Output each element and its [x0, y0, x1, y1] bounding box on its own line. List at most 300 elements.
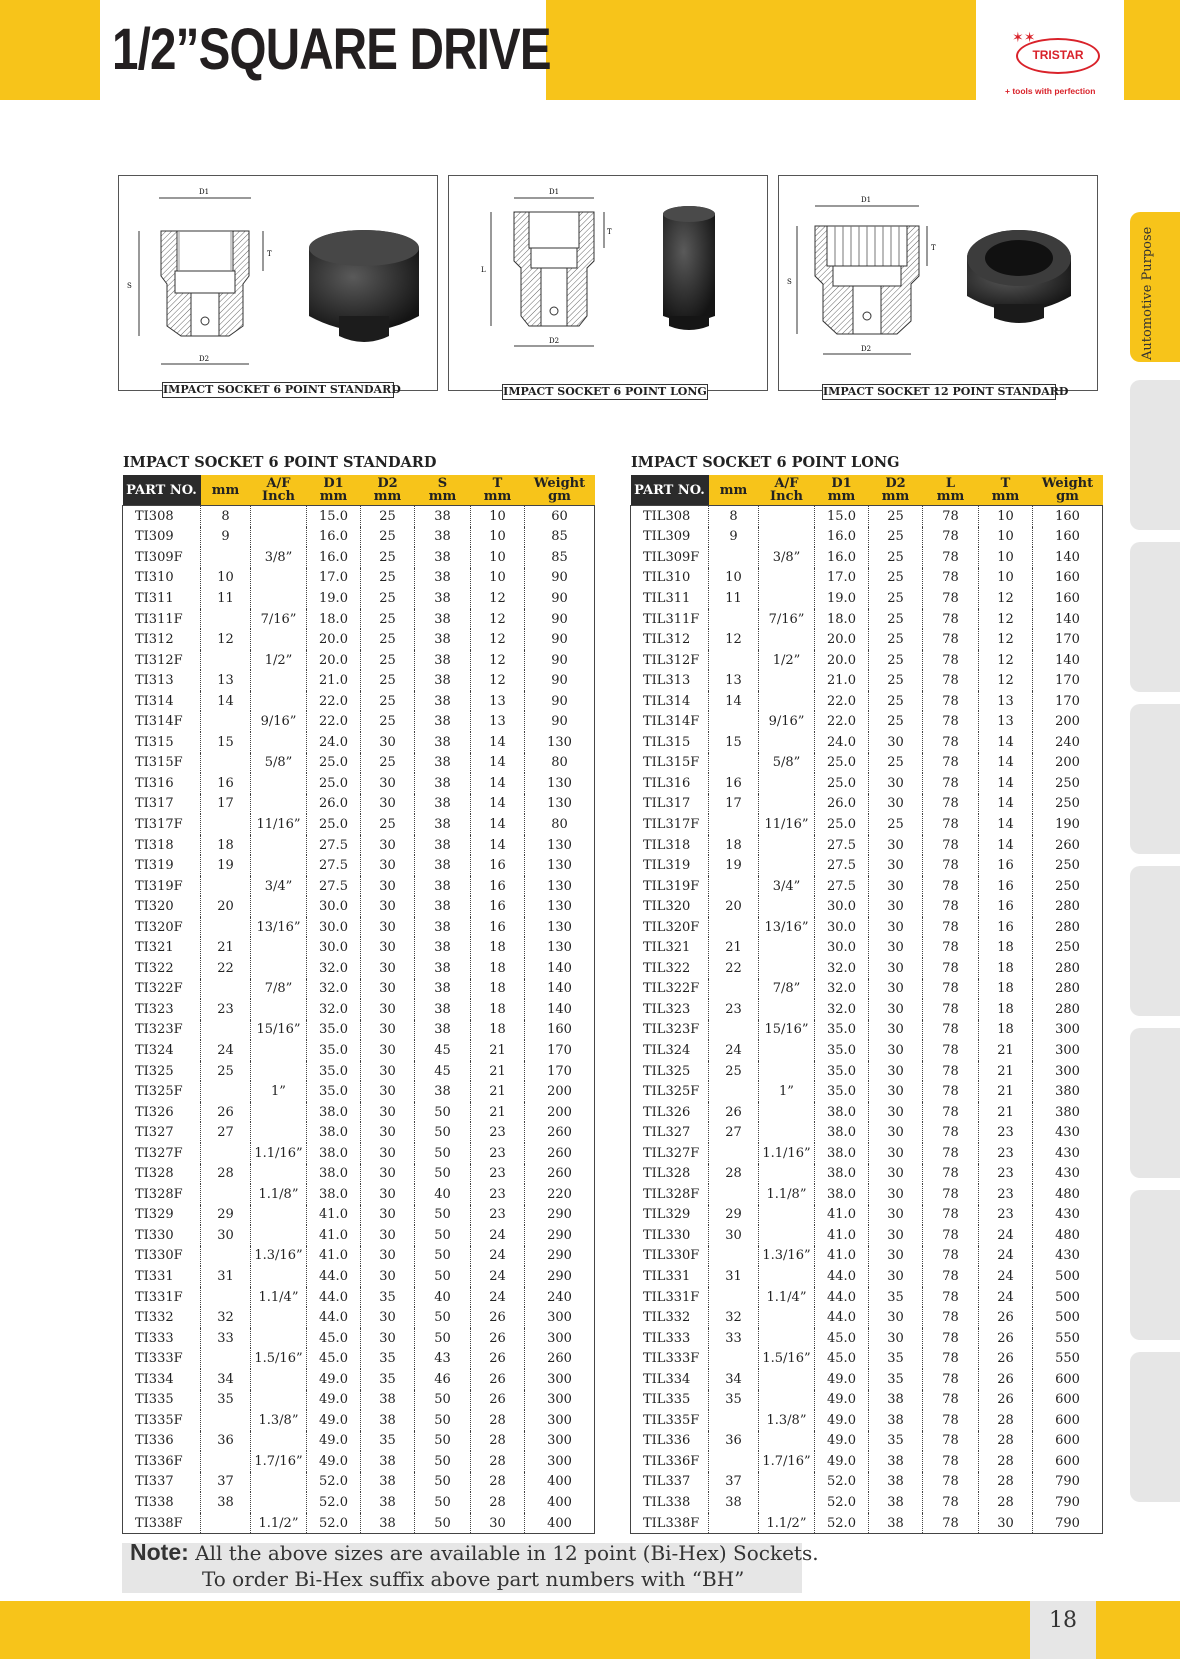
table-cell: 30 [869, 896, 923, 917]
table-cell: 300 [525, 1307, 595, 1328]
table-cell: 23 [471, 1143, 525, 1164]
table-cell: TIL334 [643, 1371, 691, 1387]
column-header: T mm [471, 475, 525, 506]
table-cell: 26.0 [815, 794, 869, 815]
table-cell [759, 732, 815, 753]
side-tab[interactable] [1130, 542, 1180, 692]
table-title-long: IMPACT SOCKET 6 POINT LONG [631, 454, 900, 471]
table-cell: 13/16” [759, 917, 815, 938]
table-cell: 78 [923, 999, 979, 1020]
table-cell: 10 [201, 568, 251, 589]
side-tab[interactable] [1130, 866, 1180, 1016]
table-cell: 78 [923, 876, 979, 897]
table-cell: 50 [415, 1431, 471, 1452]
table-row [631, 794, 1103, 815]
table-cell: 1” [251, 1081, 307, 1102]
table-cell [251, 691, 307, 712]
table-cell: TI330F [135, 1248, 183, 1264]
table-cell: 44.0 [815, 1266, 869, 1287]
table-cell: 260 [525, 1122, 595, 1143]
table-row [631, 1287, 1103, 1308]
table-cell: 30 [869, 876, 923, 897]
table-cell: 16 [979, 855, 1033, 876]
table-cell: 500 [1033, 1307, 1103, 1328]
table-cell: 78 [923, 1451, 979, 1472]
dim-label: T [607, 228, 612, 236]
socket-diagram-12pt [779, 176, 1097, 390]
table-cell: 30 [471, 1513, 525, 1534]
table-cell: 46 [415, 1369, 471, 1390]
table-cell: 250 [1033, 773, 1103, 794]
table-cell: 78 [923, 629, 979, 650]
table-cell: 260 [525, 1164, 595, 1185]
side-tab[interactable] [1130, 1028, 1180, 1178]
table-cell: 44.0 [815, 1307, 869, 1328]
table-cell: 18.0 [815, 609, 869, 630]
table-cell: 14 [471, 814, 525, 835]
table-cell: 25 [869, 609, 923, 630]
table-cell [709, 1081, 759, 1102]
page-title: 1/2”SQUARE DRIVE [112, 17, 551, 82]
table-cell: 1.7/16” [251, 1451, 307, 1472]
table-cell [251, 773, 307, 794]
table-row [631, 1390, 1103, 1411]
table-cell [709, 876, 759, 897]
table-cell [251, 958, 307, 979]
table-cell: TI325 [135, 1063, 174, 1079]
table-cell [251, 1369, 307, 1390]
table-cell: TIL322 [643, 960, 691, 976]
table-cell: TI328F [135, 1186, 183, 1202]
table-cell: 38 [415, 979, 471, 1000]
table-cell: 78 [923, 958, 979, 979]
table-cell [201, 979, 251, 1000]
table-cell: 23 [709, 999, 759, 1020]
table-cell: 29 [201, 1205, 251, 1226]
logo-stars-icon: ✶✶ [1012, 30, 1036, 46]
table-cell: 38 [415, 794, 471, 815]
table-cell: 7/16” [759, 609, 815, 630]
table-cell: 35.0 [815, 1040, 869, 1061]
table-cell: 30 [869, 1040, 923, 1061]
table-cell: 25 [361, 691, 415, 712]
table-cell: 16 [471, 896, 525, 917]
table-row [123, 814, 595, 835]
table-cell: 21.0 [815, 670, 869, 691]
table-row [631, 958, 1103, 979]
table-cell: 600 [1033, 1431, 1103, 1452]
table-cell: 78 [923, 1369, 979, 1390]
table-row [631, 568, 1103, 589]
table-cell: 45.0 [307, 1328, 361, 1349]
table-cell: TI334 [135, 1371, 174, 1387]
table-cell: 11/16” [759, 814, 815, 835]
table-cell: 78 [923, 588, 979, 609]
table-cell: 34 [709, 1369, 759, 1390]
table-cell: 11/16” [251, 814, 307, 835]
table-title-standard: IMPACT SOCKET 6 POINT STANDARD [123, 454, 437, 471]
table-cell: 26 [979, 1348, 1033, 1369]
table-cell: 200 [1033, 753, 1103, 774]
table-cell: 25 [869, 527, 923, 548]
table-cell: 45 [415, 1040, 471, 1061]
table-cell: 30 [361, 999, 415, 1020]
table-cell: 3/8” [251, 547, 307, 568]
table-cell [201, 1410, 251, 1431]
table-cell: 17 [201, 794, 251, 815]
dim-label: D1 [549, 188, 560, 196]
table-row [631, 814, 1103, 835]
table-cell: 790 [1033, 1472, 1103, 1493]
table-cell [759, 1164, 815, 1185]
table-cell: 32.0 [307, 999, 361, 1020]
table-cell: 300 [525, 1328, 595, 1349]
table-cell [251, 1102, 307, 1123]
table-cell: 30 [361, 1266, 415, 1287]
table-cell: TIL330 [643, 1227, 691, 1243]
dim-label: L [481, 266, 486, 274]
table-cell: TIL317 [643, 796, 691, 812]
table-cell: 10 [979, 547, 1033, 568]
table-cell: 50 [415, 1492, 471, 1513]
dim-label: S [127, 282, 132, 290]
table-cell: 38 [415, 670, 471, 691]
table-cell: 170 [1033, 670, 1103, 691]
table-cell: 18 [979, 937, 1033, 958]
table-cell: 8 [201, 506, 251, 527]
table-row [123, 1451, 595, 1472]
table-cell: 30 [361, 1307, 415, 1328]
table-cell: 300 [525, 1390, 595, 1411]
table-cell: TI322 [135, 960, 174, 976]
table-cell: 90 [525, 711, 595, 732]
table-cell: 25 [361, 711, 415, 732]
table-cell: 50 [415, 1225, 471, 1246]
table-cell: 26 [471, 1390, 525, 1411]
table-cell: 26 [471, 1307, 525, 1328]
table-cell: 45.0 [815, 1328, 869, 1349]
table-row [123, 1472, 595, 1493]
table-cell: 38 [415, 876, 471, 897]
table-cell: 300 [525, 1431, 595, 1452]
table-cell [759, 958, 815, 979]
table-cell: 250 [1033, 937, 1103, 958]
table-cell: 140 [525, 979, 595, 1000]
table-cell: 18 [471, 1020, 525, 1041]
table-cell: 21 [471, 1061, 525, 1082]
table-cell: 49.0 [815, 1369, 869, 1390]
table-cell: 140 [1033, 650, 1103, 671]
table-cell: 38 [415, 650, 471, 671]
table-cell: 32 [709, 1307, 759, 1328]
table-cell [709, 753, 759, 774]
table-cell: 200 [525, 1081, 595, 1102]
table-row [123, 835, 595, 856]
table-cell: 22.0 [307, 691, 361, 712]
table-cell: 10 [979, 568, 1033, 589]
table-cell: 19.0 [307, 588, 361, 609]
table-cell: 78 [923, 527, 979, 548]
table-cell: 38 [361, 1513, 415, 1534]
table-cell: 30 [361, 835, 415, 856]
table-cell: 30 [361, 979, 415, 1000]
table-row [123, 691, 595, 712]
table-cell: TIL325 [643, 1063, 691, 1079]
table-cell: 78 [923, 1410, 979, 1431]
table-row [123, 753, 595, 774]
table-cell: 17.0 [815, 568, 869, 589]
side-tab[interactable] [1130, 1190, 1180, 1340]
table-cell: 50 [415, 1513, 471, 1534]
table-row [123, 1287, 595, 1308]
table-row [631, 506, 1103, 527]
table-cell: 30 [869, 794, 923, 815]
table-cell: 38 [415, 609, 471, 630]
table-cell: 1.5/16” [759, 1348, 815, 1369]
table-cell: 30 [869, 917, 923, 938]
table-cell: 38 [415, 937, 471, 958]
table-row [631, 711, 1103, 732]
table-cell: 30 [869, 773, 923, 794]
table-row [123, 527, 595, 548]
table-cell: 12 [979, 670, 1033, 691]
table-cell [759, 1431, 815, 1452]
table-cell: 38 [415, 814, 471, 835]
table-cell: 78 [923, 1225, 979, 1246]
table-cell: 25 [361, 527, 415, 548]
table-cell: 13 [979, 691, 1033, 712]
table-cell: 30 [869, 1307, 923, 1328]
table-cell: 28 [471, 1431, 525, 1452]
table-cell: 36 [709, 1431, 759, 1452]
column-header: D2 mm [361, 475, 415, 506]
table-cell: 9 [201, 527, 251, 548]
table-cell: 41.0 [815, 1205, 869, 1226]
table-cell: 35.0 [307, 1061, 361, 1082]
table-cell [709, 1287, 759, 1308]
table-cell: 1.3/16” [251, 1246, 307, 1267]
table-cell: 49.0 [307, 1369, 361, 1390]
table-cell: TIL311F [643, 611, 700, 627]
logo-tagline: + tools with perfection [1005, 86, 1096, 96]
figure-12pt-standard [778, 175, 1098, 391]
table-cell [759, 1225, 815, 1246]
table-cell: 38 [415, 732, 471, 753]
table-cell: TIL315 [643, 734, 691, 750]
table-cell: 130 [525, 794, 595, 815]
table-cell: 38 [415, 506, 471, 527]
table-row [123, 1410, 595, 1431]
table-cell: 32.0 [815, 958, 869, 979]
table-cell: 24.0 [307, 732, 361, 753]
table-cell: TIL336 [643, 1433, 691, 1449]
side-tab[interactable] [1130, 380, 1180, 530]
table-cell: 30 [869, 1020, 923, 1041]
table-cell: 25 [869, 670, 923, 691]
table-cell: 140 [525, 999, 595, 1020]
table-cell: TIL324 [643, 1042, 691, 1058]
table-cell: 38.0 [307, 1102, 361, 1123]
table-cell: 80 [525, 753, 595, 774]
table-cell: 90 [525, 568, 595, 589]
table-cell: 37 [201, 1472, 251, 1493]
table-row [631, 609, 1103, 630]
table-cell: 23 [979, 1205, 1033, 1226]
table-cell: TI333 [135, 1330, 174, 1346]
table-cell [251, 1328, 307, 1349]
figure-6pt-long [448, 175, 768, 391]
table-cell: 30 [361, 1020, 415, 1041]
table-cell: 28 [471, 1451, 525, 1472]
table-cell: 35.0 [815, 1081, 869, 1102]
table-cell: 500 [1033, 1266, 1103, 1287]
table-cell: 78 [923, 1348, 979, 1369]
table-cell: 50 [415, 1307, 471, 1328]
table-cell: 50 [415, 1451, 471, 1472]
table-cell: 24 [201, 1040, 251, 1061]
footer-band [0, 1601, 1180, 1659]
table-cell: 38 [869, 1451, 923, 1472]
table-cell: 3/8” [759, 547, 815, 568]
table-cell: 7/8” [759, 979, 815, 1000]
table-cell: TI331 [135, 1269, 174, 1284]
column-header: A/F Inch [251, 475, 307, 506]
table-row [631, 1328, 1103, 1349]
table-cell: 21 [709, 937, 759, 958]
table-cell: 35 [361, 1431, 415, 1452]
note-text-1: All the above sizes are available in 12 point (Bi-Hex) Sockets. [195, 1541, 819, 1565]
table-cell: 25 [869, 650, 923, 671]
table-cell: 78 [923, 650, 979, 671]
table-cell: 18 [979, 979, 1033, 1000]
dim-label: D1 [861, 196, 872, 204]
table-cell: TI336 [135, 1433, 174, 1449]
table-cell: 38 [869, 1410, 923, 1431]
table-cell: 26.0 [307, 794, 361, 815]
table-cell [759, 1061, 815, 1082]
table-row [631, 691, 1103, 712]
table-cell: TIL336F [643, 1453, 700, 1469]
table-cell: TIL308 [643, 508, 691, 524]
table-cell: 35 [361, 1348, 415, 1369]
table-cell: TI316 [135, 775, 174, 791]
table-cell: 30 [709, 1225, 759, 1246]
table-cell: 31 [709, 1266, 759, 1287]
table-cell: 21 [979, 1061, 1033, 1082]
table-cell: 78 [923, 979, 979, 1000]
column-header: A/F Inch [759, 475, 815, 506]
table-cell: TI322F [135, 981, 183, 997]
table-cell: 27 [201, 1122, 251, 1143]
table-cell [759, 1390, 815, 1411]
table-cell [251, 1472, 307, 1493]
table-cell [201, 1287, 251, 1308]
table-cell: 1.3/8” [251, 1410, 307, 1431]
table-cell: 38 [415, 835, 471, 856]
table-cell [201, 711, 251, 732]
table-cell: 30 [869, 1081, 923, 1102]
table-cell: 9 [709, 527, 759, 548]
table-cell: 23 [979, 1122, 1033, 1143]
column-header: D1 mm [307, 475, 361, 506]
side-tab[interactable] [1130, 704, 1180, 854]
table-cell: 25.0 [307, 814, 361, 835]
table-cell: 30.0 [307, 917, 361, 938]
table-cell: 430 [1033, 1164, 1103, 1185]
table-cell: 78 [923, 1307, 979, 1328]
table-cell: 38 [415, 629, 471, 650]
table-cell: 25 [361, 629, 415, 650]
table-cell [201, 876, 251, 897]
table-row [123, 732, 595, 753]
table-cell [201, 1348, 251, 1369]
side-tab[interactable] [1130, 1352, 1180, 1502]
table-cell [759, 773, 815, 794]
table-cell: 78 [923, 917, 979, 938]
table-cell: 10 [709, 568, 759, 589]
table-cell: 78 [923, 711, 979, 732]
table-cell: 38.0 [307, 1164, 361, 1185]
table-cell: 25 [869, 691, 923, 712]
table-cell [251, 1266, 307, 1287]
table-cell: TIL335 [643, 1392, 691, 1408]
table-cell [251, 1307, 307, 1328]
table-cell: 32.0 [815, 999, 869, 1020]
table-row [123, 1143, 595, 1164]
table-cell: 30 [361, 732, 415, 753]
table-row [631, 732, 1103, 753]
table-cell: 380 [1033, 1081, 1103, 1102]
table-cell: 18 [979, 1020, 1033, 1041]
table-cell: 78 [923, 1102, 979, 1123]
table-cell: TI323F [135, 1022, 183, 1038]
table-cell: TIL323F [643, 1022, 700, 1038]
table-cell [251, 629, 307, 650]
table-cell: 400 [525, 1472, 595, 1493]
table-cell: 790 [1033, 1513, 1103, 1534]
table-row [631, 937, 1103, 958]
table-cell: 9/16” [251, 711, 307, 732]
table-cell: 12 [471, 670, 525, 691]
table-row [631, 773, 1103, 794]
table-cell: 30 [361, 1122, 415, 1143]
table-cell: 78 [923, 568, 979, 589]
table-cell: TIL327F [643, 1145, 700, 1161]
table-cell [759, 937, 815, 958]
table-cell: 30.0 [815, 917, 869, 938]
table-cell: 480 [1033, 1184, 1103, 1205]
table-cell: 20.0 [307, 650, 361, 671]
table-cell: 1” [759, 1081, 815, 1102]
table-cell: 14 [709, 691, 759, 712]
table-cell: 18 [471, 958, 525, 979]
table-cell: TIL330F [643, 1248, 700, 1264]
table-cell: 22.0 [815, 691, 869, 712]
table-cell [759, 670, 815, 691]
table-row [123, 1020, 595, 1041]
table-row [631, 547, 1103, 568]
table-cell: 23 [979, 1164, 1033, 1185]
table-cell [251, 588, 307, 609]
table-cell: 44.0 [307, 1266, 361, 1287]
table-cell: 26 [471, 1328, 525, 1349]
table-cell: 160 [1033, 568, 1103, 589]
table-cell: 20 [709, 896, 759, 917]
table-cell: 30 [361, 1040, 415, 1061]
table-cell: 38 [869, 1390, 923, 1411]
table-cell: 16 [979, 917, 1033, 938]
table-cell: TI315F [135, 755, 183, 771]
